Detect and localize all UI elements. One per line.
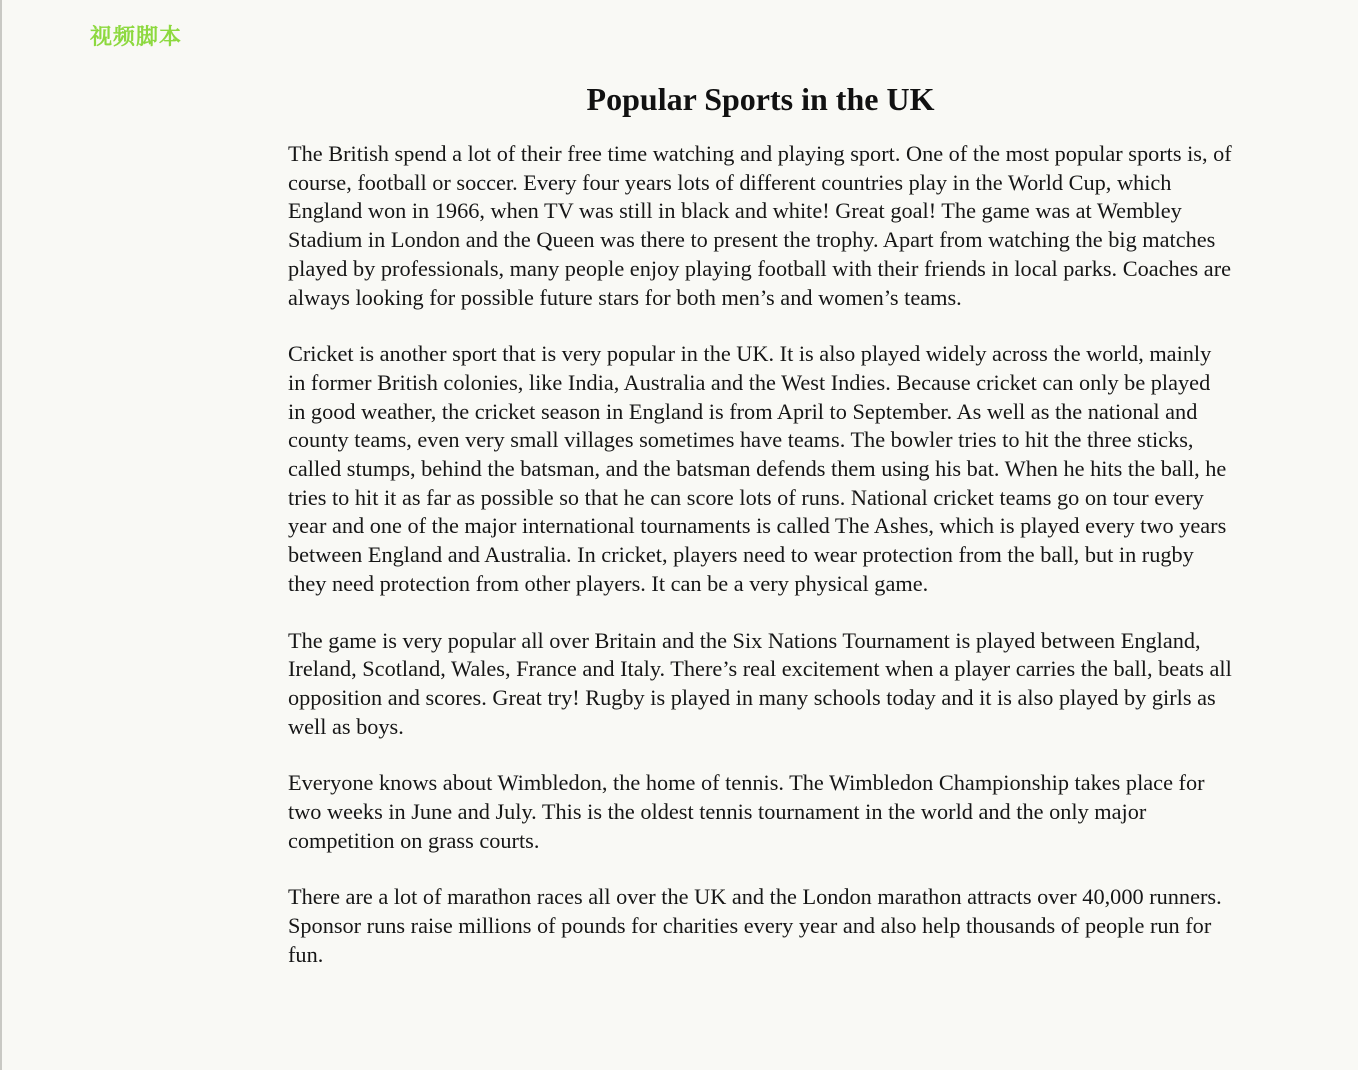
- paragraph-rugby: The game is very popular all over Britain and the Six Nations Tournament is played between England, Ireland, Scotland, Wales, France and Italy. There’s real excitement when a player carries the ball, beats all opposition and scores. Great try! Rugby is played in many schools today and it is also played by girls as well as boys.: [288, 627, 1232, 739]
- page-edge: [0, 0, 2, 1070]
- article-title: Popular Sports in the UK: [586, 81, 935, 117]
- paragraph-marathon: There are a lot of marathon races all over the UK and the London marathon attracts over 40,000 runners. Sponsor runs raise millions of pounds for charities every year and also help thousands of people run for fun.: [288, 884, 1222, 967]
- section-tag: 视频脚本: [90, 25, 183, 50]
- article: [288, 78, 1233, 970]
- paragraph-cricket: Cricket is another sport that is very popular in the UK. It is also played widely across the world, mainly in former British colonies, like India, Australia and the West Indies. Because cricket can only be played in good weather, the cricket season in England is from April to September. As well as the national and county teams, even very small villages sometimes have teams. The bowler tries to hit the three sticks, called stumps, behind the batsman, and the batsman defends them using his bat. When he hits the ball, he tries to hit it as far as possible so that he can score lots of runs. National cricket teams go on tour every year and one of the major international tournaments is called The Ashes, which is played every two years between England and Australia. In cricket, players need to wear protection from the ball, but in rugby they need protection from other players. It can be a very physical game.: [288, 341, 1227, 596]
- paragraph-tennis: Everyone knows about Wimbledon, the home of tennis. The Wimbledon Championship takes place for two weeks in June and July. This is the oldest tennis tournament in the world and the only major competition on grass courts.: [288, 770, 1205, 853]
- paragraph-football: The British spend a lot of their free time watching and playing sport. One of the most popular sports is, of course, football or soccer. Every four years lots of different countries play in the World Cup, which England won in 1966, when TV was still in black and white! Great goal! The game was at Wembley Stadium in London and the Queen was there to present the trophy. Apart from watching the big matches played by professionals, many people enjoy playing football with their friends in local parks. Coaches are always looking for possible future stars for both men’s and women’s teams.: [288, 141, 1232, 310]
